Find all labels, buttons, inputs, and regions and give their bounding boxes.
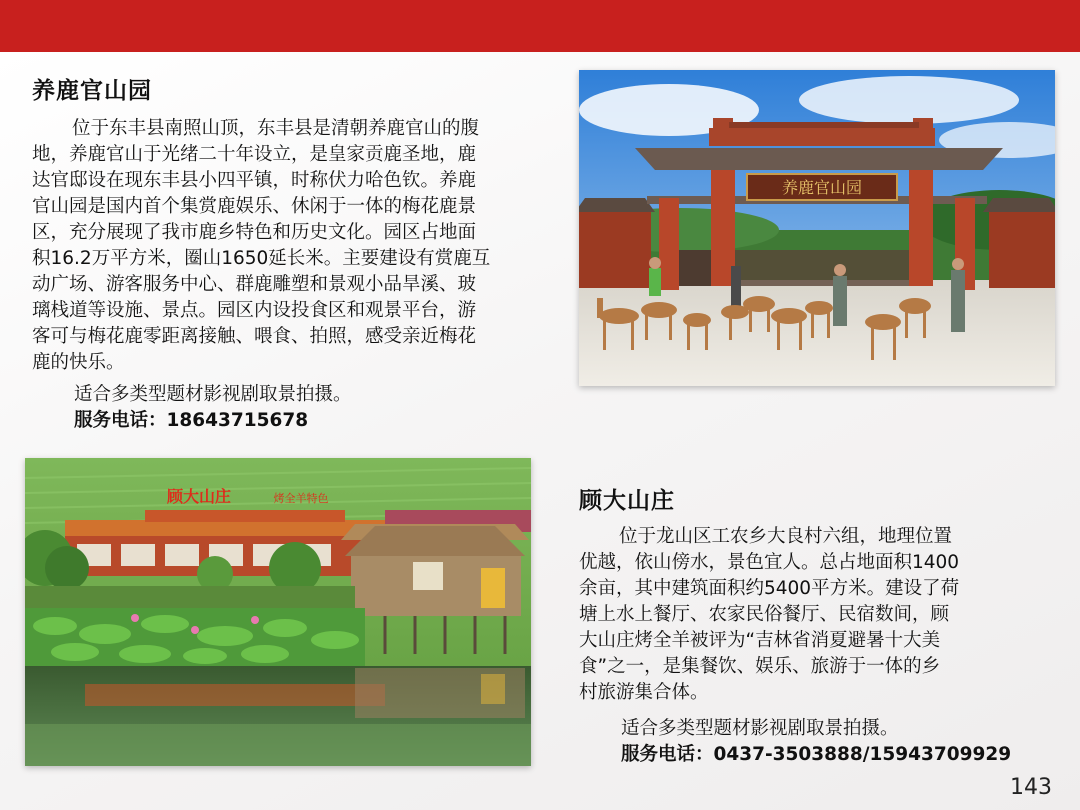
paragraph-line: 区，充分展现了我市鹿乡特色和历史文化。园区占地面	[32, 222, 477, 243]
paragraph-line: 塘上水上餐厅、农家民俗餐厅、民宿数间，顾	[579, 604, 950, 625]
paragraph-line: 璃栈道等设施、景点。园区内设投食区和观景平台，游	[32, 300, 477, 321]
paragraph-line: 积16.2万平方米，圈山1650延长米。主要建设有赏鹿互	[32, 248, 491, 269]
paragraph-line: 村旅游集合体。	[579, 682, 709, 703]
paragraph-line: 优越，依山傍水，景色宜人。总占地面积1400	[579, 552, 960, 573]
filming-note-yanglu: 适合多类型题材影视剧取景拍摄。	[74, 384, 352, 405]
paragraph-line: 位于龙山区工农乡大良村六组，地理位置	[619, 526, 953, 547]
paragraph-line: 地，养鹿官山于光绪二十年设立，是皇家贡鹿圣地，鹿	[32, 144, 477, 165]
section-title-yanglu: 养鹿官山园	[32, 78, 152, 104]
service-phone-gudashanzhuang: 服务电话：0437-3503888/15943709929	[621, 744, 1012, 765]
gate-sign-text: 养鹿官山园	[781, 178, 863, 197]
paragraph-line: 余亩，其中建筑面积约5400平方米。建设了荷	[579, 578, 960, 599]
roof-sign-subtext: 烤全羊特色	[273, 492, 329, 505]
photo-lotus-pond-resort	[25, 458, 531, 766]
paragraph-line: 客可与梅花鹿零距离接触、喂食、拍照，感受亲近梅花	[32, 326, 477, 347]
paragraph-line: 官山园是国内首个集赏鹿娱乐、休闲于一体的梅花鹿景	[32, 196, 477, 217]
paragraph-line: 鹿的快乐。	[32, 352, 125, 373]
paragraph-line: 位于东丰县南照山顶，东丰县是清朝养鹿官山的腹	[72, 118, 480, 139]
filming-note-gudashanzhuang: 适合多类型题材影视剧取景拍摄。	[621, 718, 899, 739]
page-number: 143	[1010, 775, 1052, 800]
photo-deer-park-gate	[579, 70, 1055, 386]
roof-sign-text: 顾大山庄	[166, 487, 232, 506]
section-title-gudashanzhuang: 顾大山庄	[579, 488, 675, 514]
paragraph-line: 达官邸设在现东丰县小四平镇，时称伏力哈色钦。养鹿	[32, 170, 477, 191]
top-banner	[0, 0, 1080, 52]
paragraph-line: 食”之一，是集餐饮、娱乐、旅游于一体的乡	[579, 656, 941, 677]
paragraph-line: 动广场、游客服务中心、群鹿雕塑和景观小品旱溪、玻	[32, 274, 477, 295]
service-phone-yanglu: 服务电话：18643715678	[74, 410, 309, 431]
paragraph-line: 大山庄烤全羊被评为“吉林省消夏避暑十大美	[579, 630, 941, 651]
